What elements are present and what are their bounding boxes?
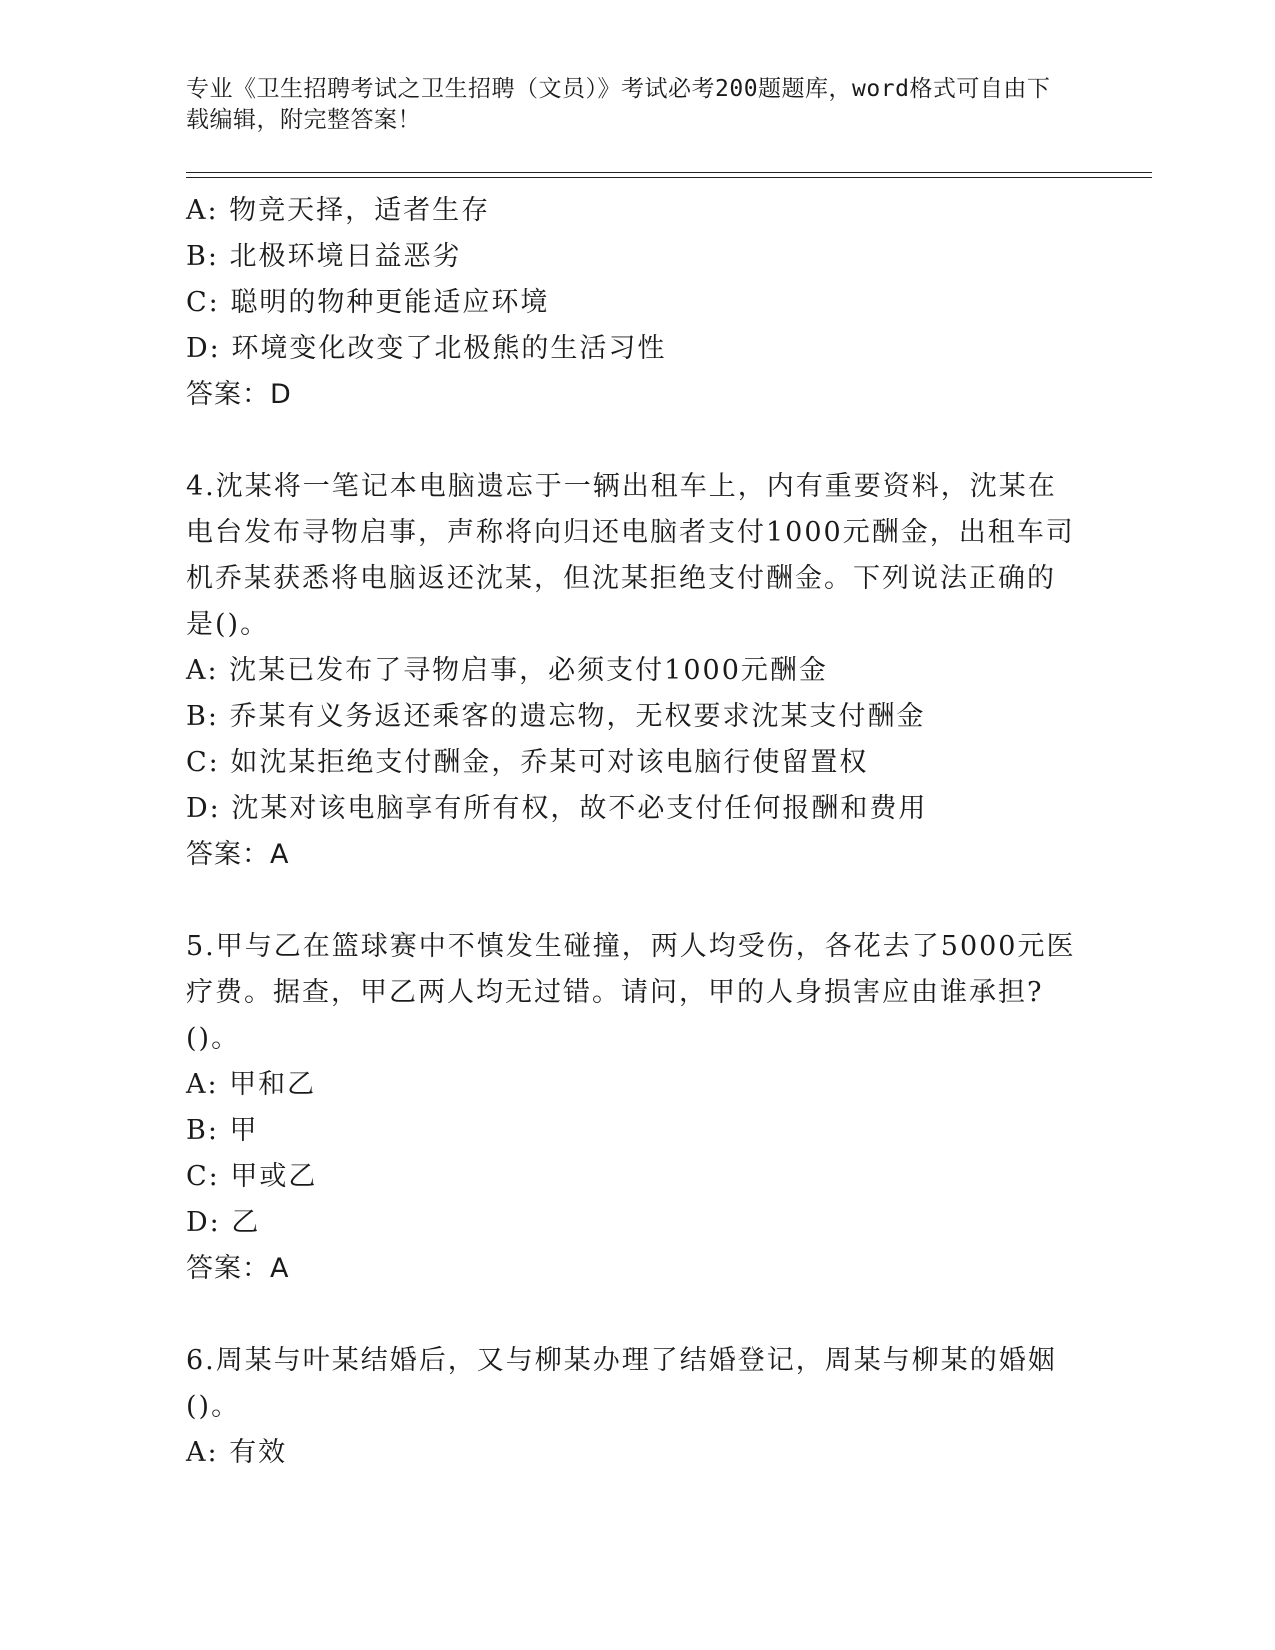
question-content (186, 188, 1086, 1476)
document-header: 专业《卫生招聘考试之卫生招聘（文员）》考试必考200题题库，word格式可自由下载编辑，附完整答案！ (186, 76, 1051, 133)
answer-line: 答案：D (186, 379, 292, 410)
question-spacer (186, 878, 1086, 924)
option-b: B: 甲 (186, 1115, 259, 1146)
question-stem-line: 6.周某与叶某结婚后，又与柳某办理了结婚登记，周某与柳某的婚姻 (186, 1345, 1057, 1376)
question-stem-line: 疗费。据查，甲乙两人均无过错。请问，甲的人身损害应由谁承担? (186, 977, 1044, 1008)
question-spacer (186, 418, 1086, 464)
question-stem-line: 5.甲与乙在篮球赛中不慎发生碰撞，两人均受伤，各花去了5000元医 (186, 931, 1076, 962)
question-stem-line: 机乔某获悉将电脑返还沈某，但沈某拒绝支付酬金。下列说法正确的 (186, 563, 1056, 594)
header-rule-bottom (186, 177, 1152, 178)
option-d: D: 乙 (186, 1207, 261, 1238)
question-3 (186, 188, 1086, 418)
option-a: A: 有效 (186, 1437, 288, 1468)
question-stem-line: 是()。 (186, 609, 270, 640)
question-6 (186, 1338, 1086, 1476)
option-d: D: 沈某对该电脑享有所有权，故不必支付任何报酬和费用 (186, 793, 928, 824)
question-stem-line: 电台发布寻物启事，声称将向归还电脑者支付1000元酬金，出租车司 (186, 517, 1075, 548)
answer-line: 答案：A (186, 839, 290, 870)
option-a: A: 沈某已发布了寻物启事，必须支付1000元酬金 (186, 655, 828, 686)
option-a: A: 物竞天择，适者生存 (186, 195, 491, 226)
question-stem-line: ()。 (186, 1391, 241, 1422)
answer-line: 答案：A (186, 1253, 290, 1284)
option-c: C: 聪明的物种更能适应环境 (186, 287, 550, 318)
option-b: B: 北极环境日益恶劣 (186, 241, 462, 272)
header-rule-top (186, 172, 1152, 173)
question-stem-line: 4.沈某将一笔记本电脑遗忘于一辆出租车上，内有重要资料，沈某在 (186, 471, 1057, 502)
question-4 (186, 464, 1086, 878)
question-spacer (186, 1292, 1086, 1338)
option-c: C: 如沈某拒绝支付酬金，乔某可对该电脑行使留置权 (186, 747, 869, 778)
option-d: D: 环境变化改变了北极熊的生活习性 (186, 333, 667, 364)
question-stem-line: ()。 (186, 1023, 241, 1054)
option-b: B: 乔某有义务返还乘客的遗忘物，无权要求沈某支付酬金 (186, 701, 926, 732)
option-c: C: 甲或乙 (186, 1161, 318, 1192)
option-a: A: 甲和乙 (186, 1069, 317, 1100)
question-5 (186, 924, 1086, 1292)
